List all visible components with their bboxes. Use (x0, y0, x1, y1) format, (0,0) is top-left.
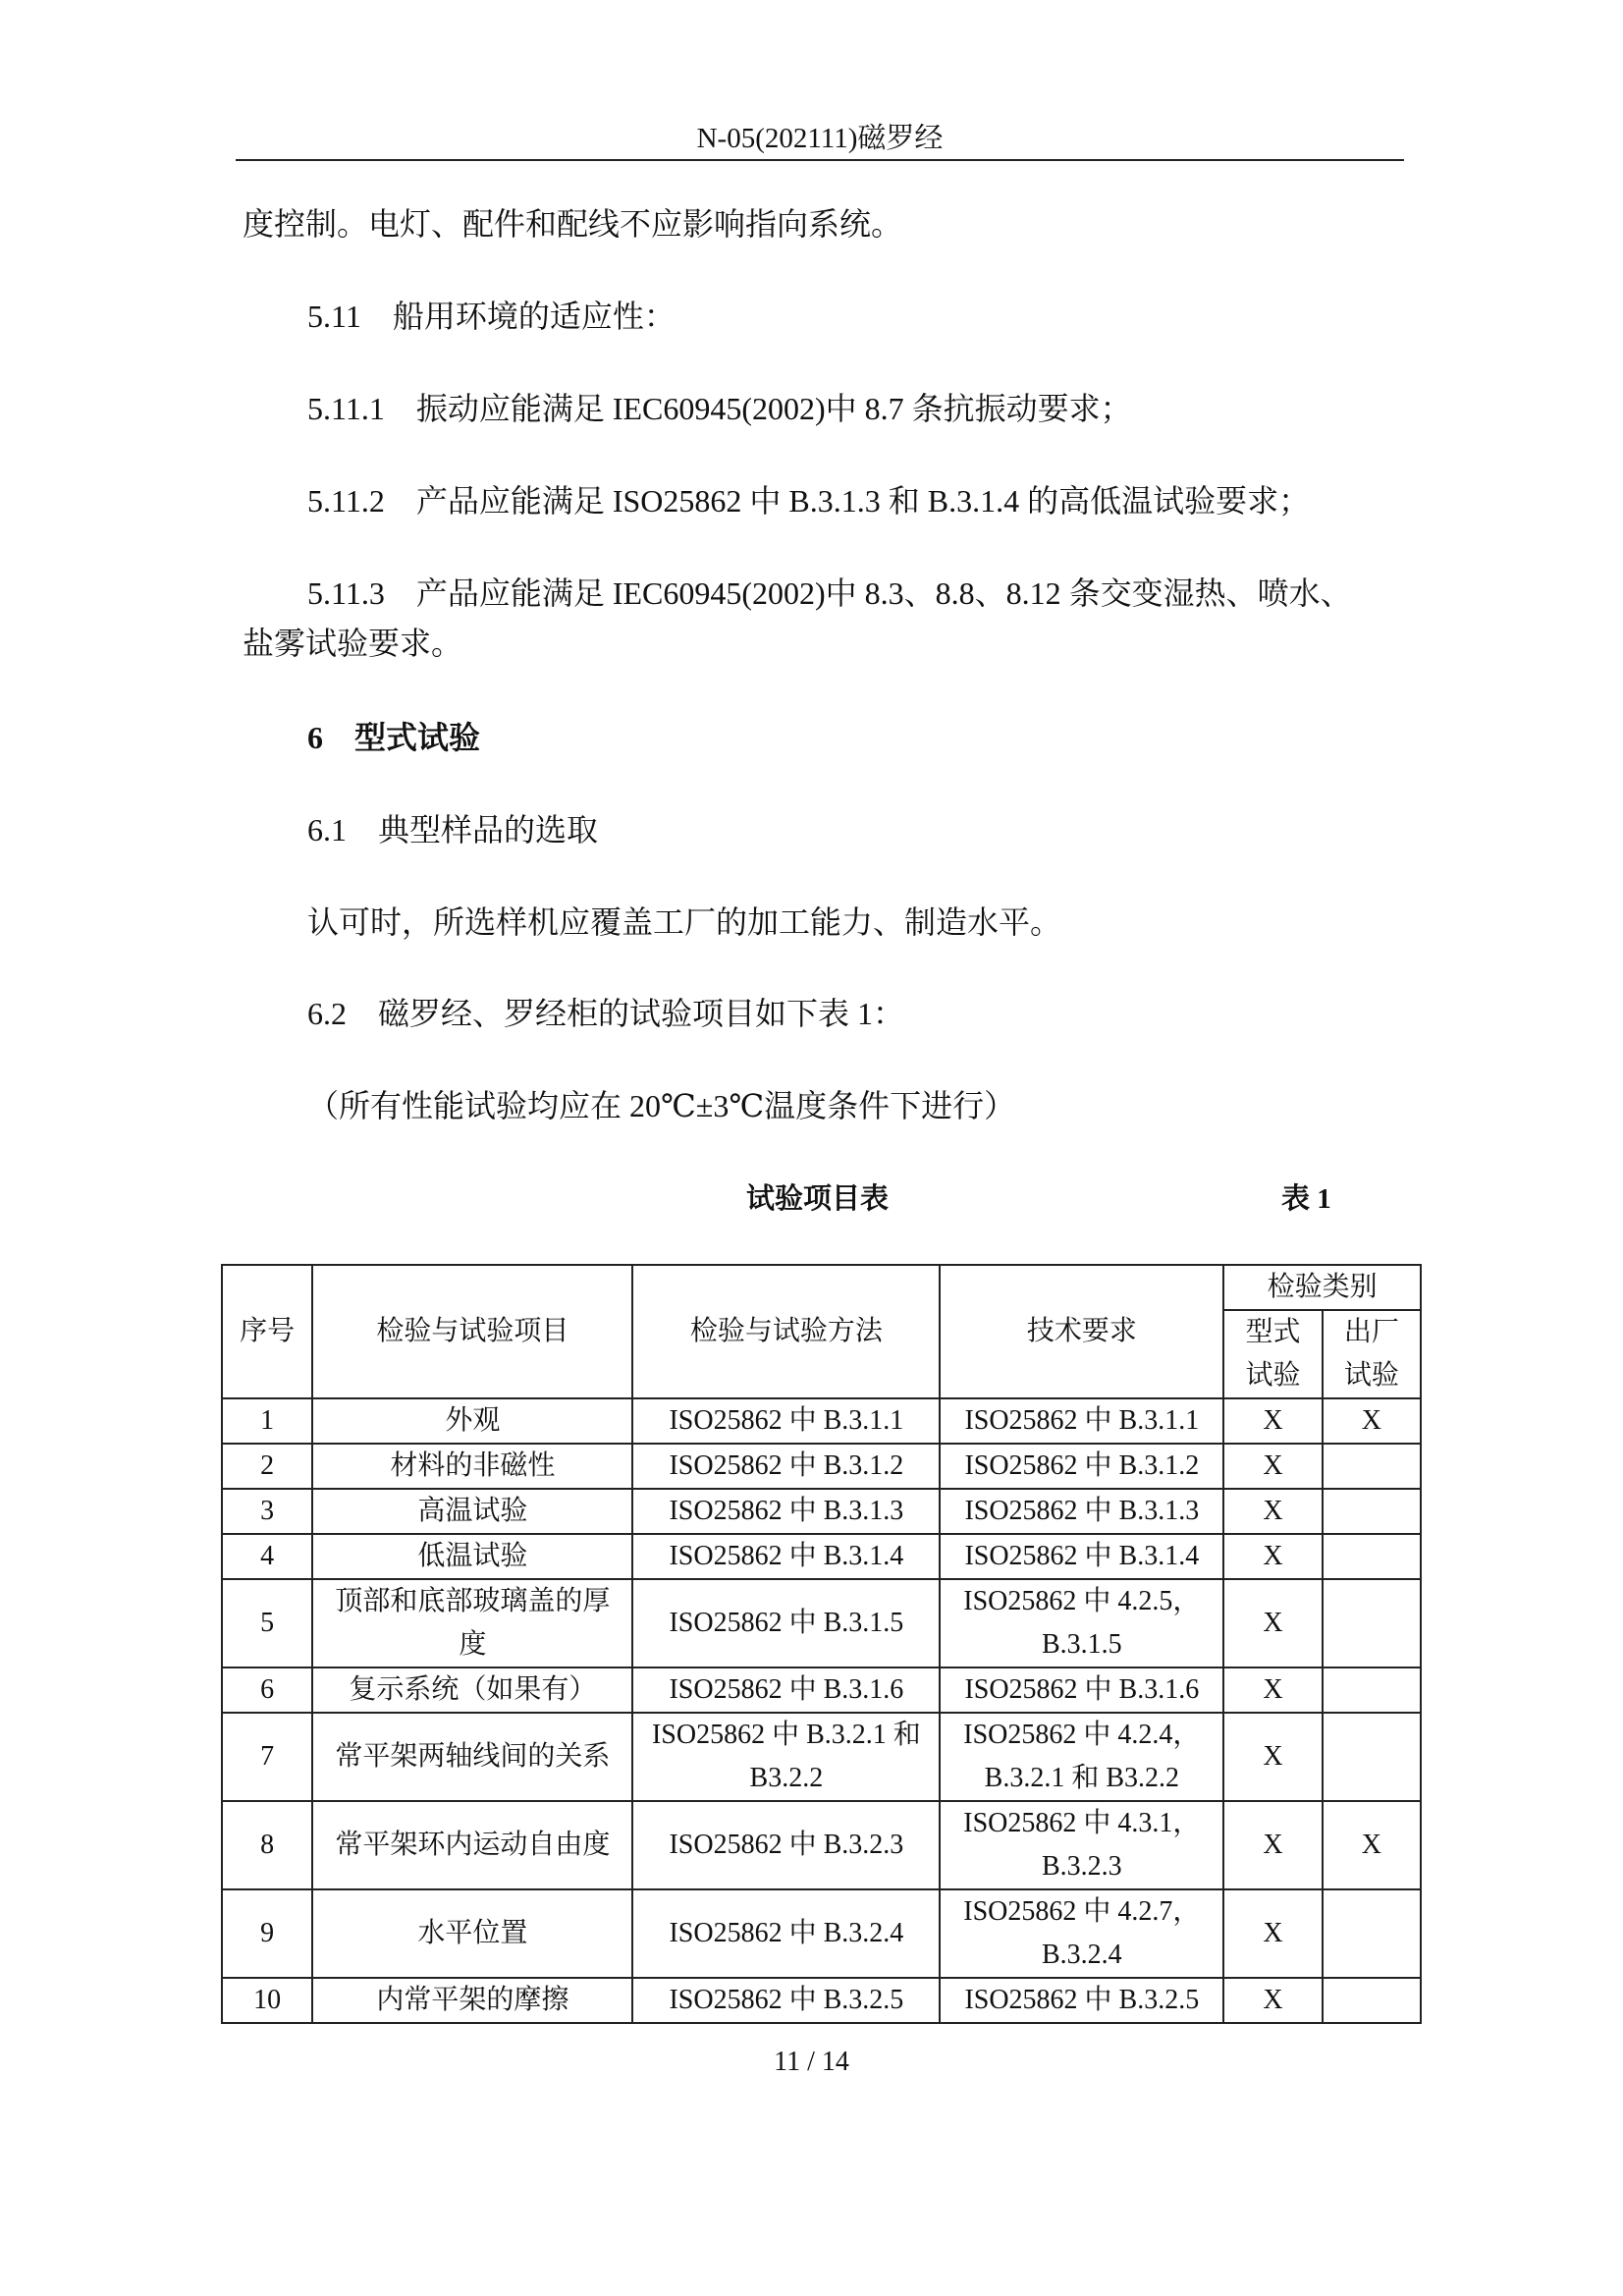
page-header-title: N-05(202111)磁罗经 (696, 123, 944, 154)
header-seq: 序号 (222, 1265, 312, 1398)
table-caption: 试验项目表 (746, 1183, 890, 1215)
row-factory-test-mark: X (1323, 1398, 1421, 1444)
row-type-test-mark: X (1223, 1534, 1322, 1579)
row-requirement: ISO25862 中 4.2.7， B.3.2.4 (940, 1889, 1223, 1978)
table-row (222, 1398, 1421, 1444)
row-item: 材料的非磁性 (312, 1444, 632, 1489)
section-6-2-text: 6.2 磁罗经、罗经柜的试验项目如下表 1： (307, 996, 905, 1031)
table-row (222, 1667, 1421, 1713)
row-item: 常平架环内运动自由度 (312, 1801, 632, 1889)
paragraph-continuation: 度控制。电灯、配件和配线不应影响指向系统。 (243, 206, 903, 242)
row-factory-test-mark (1323, 1667, 1421, 1713)
table-row (222, 1444, 1421, 1489)
table-row (222, 1889, 1421, 1978)
row-type-test-mark: X (1223, 1978, 1322, 2023)
header-type-test: 型式 试验 (1223, 1310, 1322, 1398)
row-requirement: ISO25862 中 4.3.1， B.3.2.3 (940, 1801, 1223, 1889)
row-method: ISO25862 中 B.3.2.3 (632, 1801, 940, 1889)
row-type-test-mark: X (1223, 1444, 1322, 1489)
row-item: 内常平架的摩擦 (312, 1978, 632, 2023)
row-type-test-mark: X (1223, 1398, 1322, 1444)
row-requirement: ISO25862 中 B.3.1.2 (940, 1444, 1223, 1489)
clause-5-11-3-continuation: 盐雾试验要求。 (243, 626, 463, 661)
row-method: ISO25862 中 B.3.1.5 (632, 1579, 940, 1667)
row-seq: 9 (222, 1889, 312, 1978)
header-requirement: 技术要求 (940, 1265, 1223, 1398)
row-type-test-mark: X (1223, 1801, 1322, 1889)
row-requirement: ISO25862 中 B.3.1.4 (940, 1534, 1223, 1579)
row-method: ISO25862 中 B.3.1.3 (632, 1489, 940, 1534)
table-row (222, 1489, 1421, 1534)
section-5-11-heading: 5.11 船用环境的适应性： (307, 299, 676, 334)
header-divider (236, 159, 1404, 161)
header-item: 检验与试验项目 (312, 1265, 632, 1398)
row-item: 高温试验 (312, 1489, 632, 1534)
row-method: ISO25862 中 B.3.1.4 (632, 1534, 940, 1579)
row-factory-test-mark (1323, 1579, 1421, 1667)
clause-5-11-3: 5.11.3 产品应能满足 IEC60945(2002)中 8.3、8.8、8.12 条交变湿热、喷水、 (307, 575, 1352, 611)
header-factory-test: 出厂 试验 (1323, 1310, 1421, 1398)
row-type-test-mark: X (1223, 1489, 1322, 1534)
table-row (222, 1713, 1421, 1801)
row-type-test-mark: X (1223, 1889, 1322, 1978)
table-row (222, 1801, 1421, 1889)
temperature-note: （所有性能试验均应在 20℃±3℃温度条件下进行） (307, 1088, 1016, 1123)
row-type-test-mark: X (1223, 1667, 1322, 1713)
row-requirement: ISO25862 中 B.3.1.3 (940, 1489, 1223, 1534)
header-method: 检验与试验方法 (632, 1265, 940, 1398)
row-item: 低温试验 (312, 1534, 632, 1579)
table-row (222, 1978, 1421, 2023)
row-factory-test-mark (1323, 1534, 1421, 1579)
row-factory-test-mark (1323, 1444, 1421, 1489)
row-factory-test-mark (1323, 1978, 1421, 2023)
clause-5-11-1: 5.11.1 振动应能满足 IEC60945(2002)中 8.7 条抗振动要求； (307, 391, 1132, 426)
row-type-test-mark: X (1223, 1713, 1322, 1801)
row-item: 常平架两轴线间的关系 (312, 1713, 632, 1801)
row-method: ISO25862 中 B.3.2.1 和 B3.2.2 (632, 1713, 940, 1801)
row-requirement: ISO25862 中 B.3.2.5 (940, 1978, 1223, 2023)
row-requirement: ISO25862 中 B.3.1.1 (940, 1398, 1223, 1444)
row-method: ISO25862 中 B.3.2.4 (632, 1889, 940, 1978)
row-seq: 3 (222, 1489, 312, 1534)
section-6-1-heading: 6.1 典型样品的选取 (307, 812, 599, 847)
section-6-1-text: 认可时，所选样机应覆盖工厂的加工能力、制造水平。 (307, 904, 1062, 940)
row-method: ISO25862 中 B.3.1.1 (632, 1398, 940, 1444)
row-item: 外观 (312, 1398, 632, 1444)
row-type-test-mark: X (1223, 1579, 1322, 1667)
table-row (222, 1534, 1421, 1579)
row-factory-test-mark (1323, 1889, 1421, 1978)
test-items-table (221, 1264, 1422, 2024)
row-item: 水平位置 (312, 1889, 632, 1978)
row-factory-test-mark (1323, 1713, 1421, 1801)
row-factory-test-mark (1323, 1489, 1421, 1534)
table-number: 表 1 (1281, 1183, 1331, 1215)
table-row (222, 1579, 1421, 1667)
section-6-heading: 6 型式试验 (307, 720, 481, 755)
row-method: ISO25862 中 B.3.1.6 (632, 1667, 940, 1713)
row-item: 复示系统（如果有） (312, 1667, 632, 1713)
clause-5-11-2: 5.11.2 产品应能满足 ISO25862 中 B.3.1.3 和 B.3.1.4 的高低温试验要求； (307, 483, 1311, 519)
row-seq: 4 (222, 1534, 312, 1579)
row-item: 顶部和底部玻璃盖的厚 度 (312, 1579, 632, 1667)
row-seq: 8 (222, 1801, 312, 1889)
row-seq: 1 (222, 1398, 312, 1444)
row-requirement: ISO25862 中 4.2.4， B.3.2.1 和 B3.2.2 (940, 1713, 1223, 1801)
row-method: ISO25862 中 B.3.2.5 (632, 1978, 940, 2023)
row-seq: 5 (222, 1579, 312, 1667)
row-seq: 6 (222, 1667, 312, 1713)
row-requirement: ISO25862 中 4.2.5， B.3.1.5 (940, 1579, 1223, 1667)
row-factory-test-mark: X (1323, 1801, 1421, 1889)
page-number: 11 / 14 (774, 2047, 849, 2077)
row-seq: 7 (222, 1713, 312, 1801)
row-seq: 10 (222, 1978, 312, 2023)
row-seq: 2 (222, 1444, 312, 1489)
header-category: 检验类别 (1223, 1265, 1421, 1310)
row-requirement: ISO25862 中 B.3.1.6 (940, 1667, 1223, 1713)
row-method: ISO25862 中 B.3.1.2 (632, 1444, 940, 1489)
